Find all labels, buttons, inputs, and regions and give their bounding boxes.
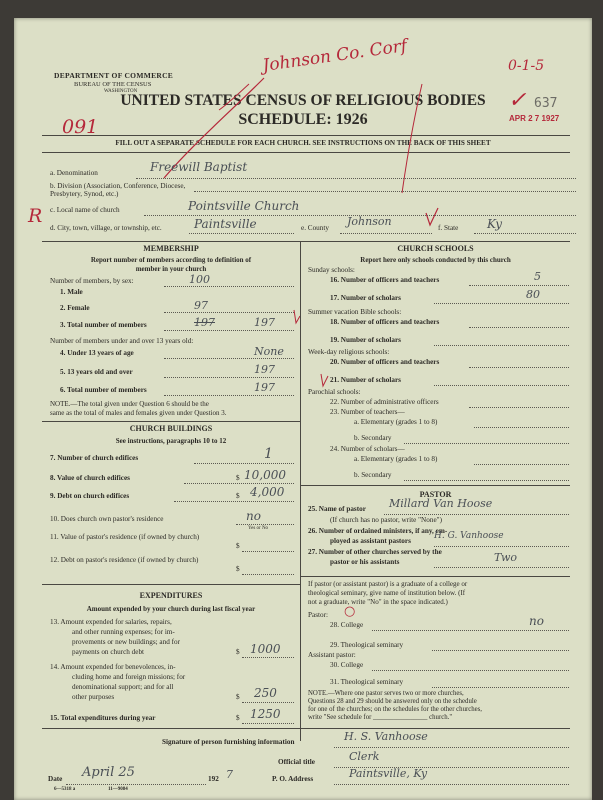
q25-label: 25. Name of pastor	[308, 505, 366, 513]
q7-label: 7. Number of church edifices	[50, 454, 139, 462]
dotted-line	[434, 385, 569, 386]
q31-label: 31. Theological seminary	[330, 678, 404, 686]
dotted-line	[372, 630, 569, 631]
dotted-line	[474, 464, 569, 465]
q10-label: 10. Does church own pastor's residence	[50, 515, 164, 523]
q14-line3: denominational support; and for all	[72, 683, 174, 691]
form-number-1: 6—5318 a	[54, 787, 76, 792]
instruction-line: FILL OUT A SEPARATE SCHEDULE FOR EACH CHURCH. SEE INSTRUCTIONS ON THE BACK OF THIS SHEET	[115, 139, 491, 147]
q5-value: 197	[254, 363, 275, 376]
buildings-heading: CHURCH BUILDINGS	[129, 424, 213, 433]
bureau-heading: BUREAU OF THE CENSUS	[74, 81, 152, 88]
dotted-line	[434, 303, 569, 304]
dotted-line	[432, 650, 569, 651]
q28-value: no	[529, 614, 544, 628]
divider	[42, 728, 570, 729]
q9-value: 4,000	[250, 485, 285, 499]
membership-heading: MEMBERSHIP	[143, 244, 199, 253]
q16-label: 16. Number of officers and teachers	[330, 276, 440, 284]
received-stamp-date: APR 2 7 1927	[509, 114, 560, 123]
pastor-note2: Questions 28 and 29 should be answered only on the schedule	[308, 698, 477, 705]
dotted-line	[164, 312, 294, 313]
hw-code: 0-1-5	[508, 58, 545, 74]
local-name-label: c. Local name of church	[50, 206, 120, 214]
q26-line1: 26. Number of ordained ministers, if any, em-	[308, 527, 448, 535]
q14-value: 250	[254, 686, 277, 700]
dotted-line	[432, 687, 569, 688]
divider	[42, 421, 300, 422]
assistant-label: Assistant pastor:	[308, 651, 356, 659]
q12-label: 12. Debt on pastor's residence (if owned by church)	[50, 556, 199, 564]
dotted-line	[242, 702, 294, 703]
q18-label: 18. Number of officers and teachers	[330, 318, 440, 326]
q25-note: (If church has no pastor, write "None")	[330, 516, 442, 524]
q27-line2: pastor or his assistants	[330, 558, 400, 566]
q17-value: 80	[526, 288, 540, 301]
local-name-value: Pointsville Church	[188, 199, 300, 213]
q23a-label: a. Elementary (grades 1 to 8)	[354, 418, 438, 426]
dotted-line	[434, 546, 569, 547]
dotted-line	[434, 567, 569, 568]
dotted-line	[469, 327, 569, 328]
q3-label: 3. Total number of members	[60, 321, 147, 329]
dotted-line	[242, 574, 294, 575]
hw-number: 091	[62, 116, 99, 138]
divider	[42, 241, 570, 242]
by-sex-label: Number of members, by sex:	[50, 277, 134, 285]
dollar-sign: $	[236, 492, 240, 500]
dotted-line	[469, 367, 569, 368]
dollar-sign: $	[236, 542, 240, 550]
dotted-line	[164, 330, 294, 331]
q2-value: 97	[194, 299, 208, 312]
q20-label: 20. Number of officers and teachers	[330, 358, 440, 366]
dollar-sign: $	[236, 648, 240, 656]
q23-label: 23. Number of teachers—	[330, 408, 405, 416]
q8-label: 8. Value of church edifices	[50, 474, 130, 482]
q2-label: 2. Female	[60, 304, 90, 312]
q25-value: Millard Van Hoose	[389, 497, 493, 510]
dollar-sign: $	[236, 714, 240, 722]
dotted-line	[164, 377, 294, 378]
q14-line4: other purposes	[72, 693, 115, 701]
pastor-note3: for one of the churches; on the schedules for the other churches,	[308, 706, 483, 713]
hw-r-mark: R	[28, 205, 43, 227]
form-number-2: 11—9084	[108, 787, 128, 792]
signature-value: H. S. Vanhoose	[344, 730, 428, 743]
q1-value: 100	[189, 273, 210, 286]
q22-label: 22. Number of administrative officers	[330, 398, 439, 406]
q5-label: 5. 13 years old and over	[60, 368, 133, 376]
q3-value: 197	[254, 316, 275, 329]
q13-line1: 13. Amount expended for salaries, repairs,	[50, 618, 172, 626]
q21-label: 21. Number of scholars	[330, 376, 401, 384]
hw-county-code: Johnson Co. Corf	[261, 35, 409, 77]
q15-value: 1250	[250, 707, 281, 721]
q24-label: 24. Number of scholars—	[330, 445, 405, 453]
q13-line2: and other running expenses; for im-	[72, 628, 175, 636]
q15-label: 15. Total expenditures during year	[50, 714, 156, 722]
check-mark-icon: ✓	[508, 88, 527, 113]
state-label: f. State	[438, 224, 459, 232]
expenditures-heading: EXPENDITURES	[139, 591, 203, 600]
q28-label: 28. College	[330, 621, 364, 629]
dotted-line	[189, 233, 294, 234]
membership-note1: NOTE.—The total given under Question 6 should be the	[50, 400, 209, 408]
summer-label: Summer vacation Bible schools:	[308, 308, 402, 316]
membership-note2: same as the total of males and females given under Question 3.	[50, 409, 227, 417]
page-title: UNITED STATES CENSUS OF RELIGIOUS BODIES	[120, 92, 486, 109]
q9-label: 9. Debt on church edifices	[50, 492, 130, 500]
dotted-line	[236, 524, 294, 525]
dotted-line	[434, 345, 569, 346]
q24b-label: b. Secondary	[354, 471, 392, 479]
schedule-title: SCHEDULE: 1926	[238, 111, 368, 128]
dotted-line	[404, 480, 569, 481]
q27-value: Two	[494, 551, 517, 564]
dotted-line	[474, 427, 569, 428]
red-pen-marks	[14, 18, 592, 418]
q11-label: 11. Value of pastor's residence (if owned by church)	[50, 533, 200, 541]
dotted-line	[334, 784, 569, 785]
q10-value: no	[246, 509, 261, 523]
q30-label: 30. College	[330, 661, 364, 669]
dotted-line	[340, 233, 432, 234]
dollar-sign: $	[236, 565, 240, 573]
dotted-line	[194, 191, 576, 192]
sunday-label: Sunday schools:	[308, 266, 355, 274]
q14-line1: 14. Amount expended for benevolences, in-	[50, 663, 176, 671]
q3-value-struck: 197	[194, 316, 215, 329]
q23b-label: b. Secondary	[354, 434, 392, 442]
pastor-sub-label: Pastor:	[308, 611, 328, 619]
dotted-line	[164, 286, 294, 287]
q6-value: 197	[254, 381, 275, 394]
q26-line2: ployed as assistant pastors	[330, 537, 411, 545]
dotted-line	[174, 501, 294, 502]
graduate-note3: not a graduate, write "No" in the space indicated.)	[308, 598, 448, 606]
signature-label: Signature of person furnishing information	[162, 738, 295, 746]
divider	[301, 485, 570, 486]
hw-circle-mark: ○	[344, 604, 356, 619]
state-value: Ky	[487, 217, 502, 231]
schools-heading: CHURCH SCHOOLS	[397, 244, 474, 253]
weekday-label: Week-day religious schools:	[308, 348, 390, 356]
q29-label: 29. Theological seminary	[330, 641, 404, 649]
dotted-line	[334, 747, 569, 748]
dotted-line	[66, 784, 206, 785]
denomination-label: a. Denomination	[50, 169, 98, 177]
q26-value: H. G. Vanhoose	[434, 531, 504, 541]
census-schedule-sheet	[14, 18, 592, 800]
county-value: Johnson	[347, 215, 392, 228]
city-value: Paintsville	[194, 217, 257, 231]
q19-label: 19. Number of scholars	[330, 336, 401, 344]
membership-sub1: Report number of members according to definition of	[90, 256, 252, 264]
q13-value: 1000	[250, 642, 281, 656]
dotted-line	[136, 178, 576, 179]
official-title-value: Clerk	[349, 750, 380, 763]
q6-label: 6. Total number of members	[60, 386, 147, 394]
dotted-line	[474, 233, 576, 234]
under-over-label: Number of members under and over 13 years old:	[50, 337, 194, 345]
parochial-label: Parochial schools:	[308, 388, 361, 396]
dollar-sign: $	[236, 693, 240, 701]
dotted-line	[242, 551, 294, 552]
division-label: b. Division (Association, Conference, Diocese, Presbytery, Synod, etc.)	[50, 182, 186, 198]
city-heading: WASHINGTON	[104, 89, 138, 94]
dotted-line	[469, 407, 569, 408]
q17-label: 17. Number of scholars	[330, 294, 401, 302]
dotted-line	[384, 514, 569, 515]
pastor-heading: PASTOR	[419, 490, 452, 499]
year-value: 7	[226, 768, 233, 781]
date-label: Date	[48, 775, 63, 783]
po-address-label: P. O. Address	[272, 775, 314, 783]
graduate-note1: If pastor (or assistant pastor) is a graduate of a college or	[308, 580, 468, 588]
dollar-sign: $	[236, 474, 240, 482]
divider	[42, 584, 300, 585]
membership-sub2: member in your church	[135, 265, 207, 273]
official-title-label: Official title	[278, 758, 315, 766]
expenditures-sub: Amount expended by your church during last fiscal year	[86, 605, 256, 613]
dotted-line	[194, 463, 294, 464]
divider	[301, 576, 570, 577]
q13-line3: provements or new buildings; and for	[72, 638, 180, 646]
pastor-note1: NOTE.—Where one pastor serves two or more churches,	[308, 690, 464, 697]
q4-label: 4. Under 13 years of age	[60, 349, 134, 357]
dotted-line	[372, 670, 569, 671]
q8-value: 10,000	[244, 468, 286, 482]
q14-line2: cluding home and foreign missions; for	[72, 673, 186, 681]
dotted-line	[469, 285, 569, 286]
dept-heading: DEPARTMENT OF COMMERCE	[54, 71, 174, 80]
yes-no-hint: Yes or No	[248, 526, 269, 531]
q1-label: 1. Male	[60, 288, 83, 296]
city-label: d. City, town, village, or township, etc.	[50, 224, 162, 232]
q16-value: 5	[534, 270, 541, 283]
stamp-number: 637	[534, 96, 558, 111]
dotted-line	[404, 443, 569, 444]
q7-value: 1	[264, 446, 273, 462]
schools-sub: Report here only schools conducted by this church	[360, 256, 511, 264]
pastor-note4: write "See schedule for ________________ church."	[308, 714, 453, 721]
dotted-line	[164, 395, 294, 396]
date-value: April 25	[82, 765, 135, 780]
q13-line4: payments on church debt	[72, 648, 145, 656]
county-label: e. County	[301, 224, 329, 232]
dotted-line	[164, 358, 294, 359]
q4-value: None	[254, 345, 284, 358]
buildings-sub: See instructions, paragraphs 10 to 12	[115, 437, 227, 445]
dotted-line	[184, 483, 294, 484]
dotted-line	[242, 657, 294, 658]
graduate-note2: theological seminary, give name of institution below. (If	[308, 589, 466, 597]
q27-line1: 27. Number of other churches served by the	[308, 548, 442, 556]
dotted-line	[242, 723, 294, 724]
po-address-value: Paintsville, Ky	[349, 767, 428, 780]
year-prefix: 192	[208, 775, 219, 783]
q24a-label: a. Elementary (grades 1 to 8)	[354, 455, 438, 463]
denomination-value: Freewill Baptist	[150, 160, 248, 174]
